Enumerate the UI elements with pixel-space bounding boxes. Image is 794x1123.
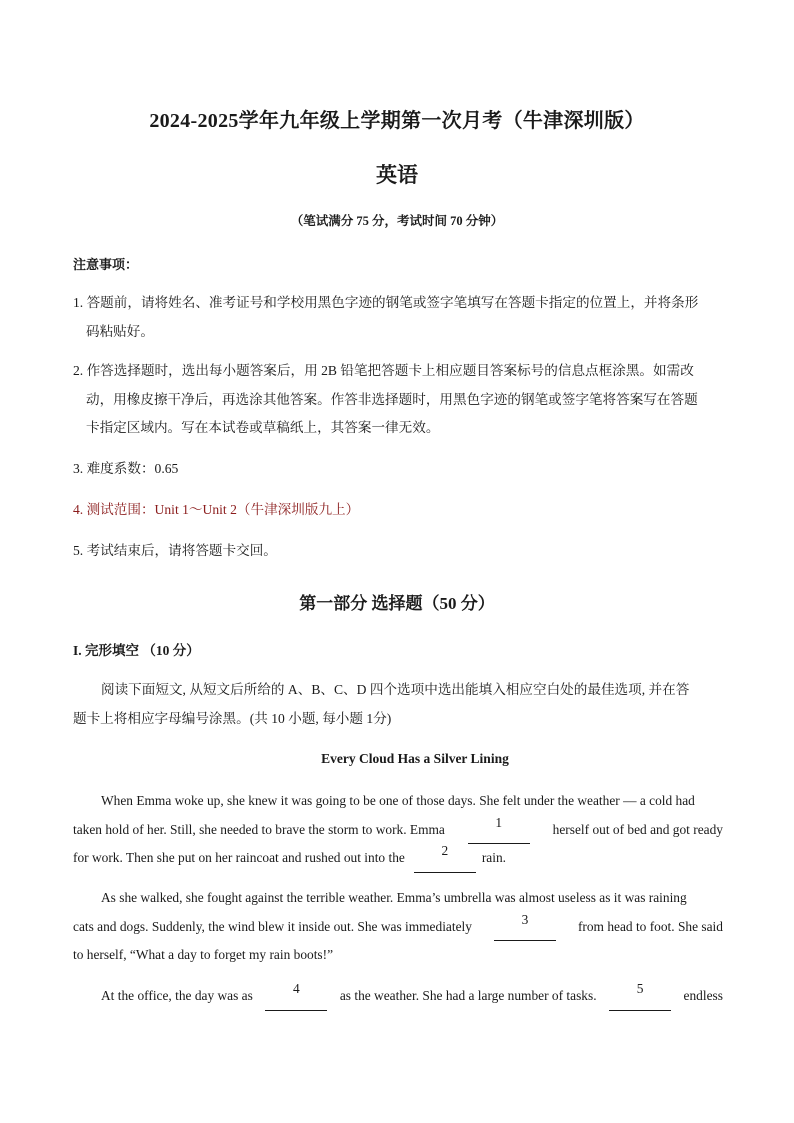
notice-item-1-line-1: 1. 答题前，请将姓名、准考证号和学校用黑色字迹的钢笔或签字笔填写在答题卡指定的位置上，并将条形 (73, 295, 699, 310)
blank-5: 5 (609, 982, 671, 1011)
para3-text-1a: At the office, the day was as (101, 988, 253, 1003)
para2-line-2 (73, 913, 723, 942)
para1-text-3a: for work. Then she put on her raincoat and rushed out into the (73, 850, 405, 865)
notice-item-4-test-scope (73, 496, 723, 525)
para2-line-1 (73, 884, 723, 913)
notice-item-2 (73, 357, 723, 443)
para1-line-1 (73, 787, 723, 816)
notice-item-1-line-2: 码粘贴好。 (86, 323, 154, 339)
para3-text-1c: endless (683, 988, 723, 1003)
para1-text-1: When Emma woke up, she knew it was going to be one of those days. She felt under the weather — a cold had (101, 793, 695, 808)
passage-paragraph-1 (73, 787, 723, 873)
exam-title: 2024-2025学年九年级上学期第一次月考（牛津深圳版） (149, 110, 645, 132)
notice-item-4-line-1: 4. 测试范围：Unit 1～Unit 2（牛津深圳版九上） (73, 502, 360, 517)
cloze-section-heading: I. 完形填空 （10 分） (73, 643, 200, 658)
part-one-title: 第一部分 选择题（50 分） (299, 594, 495, 613)
notice-item-2-line-3: 卡指定区域内。写在本试卷或草稿纸上，其答案一律无效。 (86, 420, 440, 435)
notice-item-5 (73, 537, 723, 566)
para1-line-3 (73, 844, 723, 873)
passage-paragraph-2 (73, 884, 723, 970)
para1-text-2b: herself out of bed and got ready (552, 821, 723, 837)
para1-text-3b: rain. (481, 850, 507, 865)
instructions-line-2: 题卡上将相应字母编号涂黑。(共 10 小题, 每小题 1分) (73, 710, 392, 726)
instructions-line-1: 阅读下面短文, 从短文后所给的 A、B、C、D 四个选项中选出能填入相应空白处的最佳选项, 并在答 (101, 682, 690, 697)
passage-title: Every Cloud Has a Silver Lining (321, 751, 509, 766)
blank-3: 3 (494, 913, 556, 942)
passage-paragraph-3 (73, 982, 723, 1011)
cloze-instructions (73, 676, 723, 733)
notice-heading: 注意事项： (73, 257, 139, 272)
notice-item-3-line-1: 3. 难度系数：0.65 (73, 461, 179, 476)
subject-title: 英语 (376, 163, 418, 187)
para3-line-1 (73, 982, 723, 1011)
para2-line-3 (73, 941, 723, 970)
para3-text-1b: as the weather. She had a large number of tasks. (339, 988, 597, 1003)
para2-text-3: to herself, “What a day to forget my rain boots!” (73, 947, 334, 962)
para1-text-2a: taken hold of her. Still, she needed to brave the storm to work. Emma (73, 821, 445, 837)
notice-item-3 (73, 455, 723, 484)
notice-item-5-line-1: 5. 考试结束后，请将答题卡交回。 (73, 543, 277, 558)
blank-1: 1 (468, 816, 530, 845)
notice-item-2-line-2: 动，用橡皮擦干净后，再选涂其他答案。作答非选择题时，用黑色字迹的钢笔或签字笔将答案写在答题 (86, 391, 698, 407)
blank-2: 2 (414, 844, 476, 873)
para2-text-2b: from head to foot. She said (577, 918, 723, 934)
para2-text-1: As she walked, she fought against the terrible weather. Emma’s umbrella was almost useless as it was raining (101, 890, 687, 905)
notice-item-1 (73, 289, 723, 346)
para1-line-2 (73, 816, 723, 845)
blank-4: 4 (265, 982, 327, 1011)
notice-item-2-line-1: 2. 作答选择题时，选出每小题答案后，用 2B 铅笔把答题卡上相应题目答案标号的信息点框涂黑。如需改 (73, 363, 694, 378)
para2-text-2a: cats and dogs. Suddenly, the wind blew it inside out. She was immediately (73, 918, 472, 934)
exam-score-time-note: （笔试满分 75 分，考试时间 70 分钟） (290, 214, 504, 228)
